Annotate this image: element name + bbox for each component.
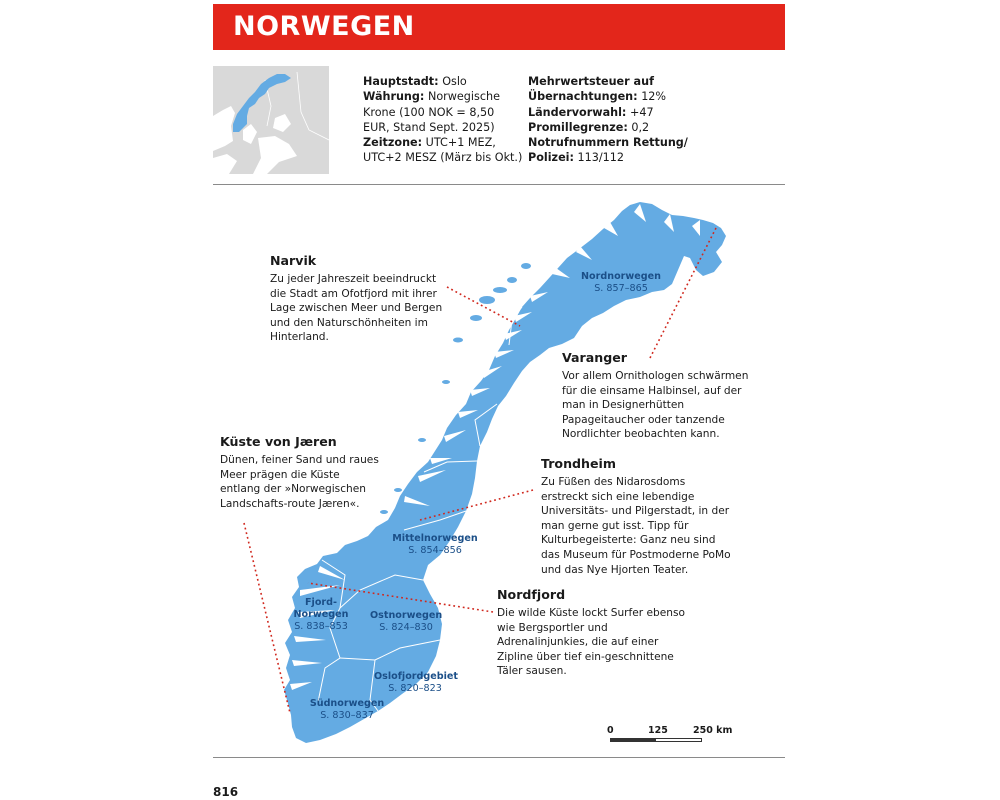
region-label-mittelnorwegen: Mittelnorwegen S. 854–856 — [392, 533, 478, 556]
callout-text: Zu jeder Jahreszeit beeindruckt die Stadt am Ofotfjord mit ihrer Lage zwischen Meer und Bergen und den Naturschönheiten im Hinterland. — [270, 273, 443, 344]
scale-bar — [607, 725, 733, 747]
callout-text: Dünen, feiner Sand und raues Meer prägen die Küste entlang der »Norwegischen Landschafts-route Jæren«. — [220, 454, 379, 510]
leader-narvik — [447, 287, 520, 326]
page-number: 816 — [213, 785, 239, 799]
region-label-nordnorwegen: Nordnorwegen S. 857–865 — [581, 271, 661, 294]
callout-text: Zu Füßen des Nidarosdoms erstreckt sich eine lebendige Universitäts- und Pilgerstadt, in der man gerne gut isst. Tipp für Kulturbegeisterte: Ganz neu sind das Museum für Postmoderne PoMo und das Nye Hjorten Teater. — [541, 476, 731, 576]
callout-title: Trondheim — [541, 456, 616, 471]
leader-jaeren — [244, 523, 290, 713]
callout-nordfjord — [497, 587, 687, 679]
callout-title: Varanger — [562, 350, 627, 365]
region-label-suednorwegen: Südnorwegen S. 830–837 — [309, 698, 385, 721]
region-label-fjordnorwegen: Fjord-Norwegen S. 838–853 — [293, 597, 349, 632]
fact-dialing-code: Ländervorwahl: +47 — [528, 105, 654, 119]
callout-jaeren — [220, 434, 380, 511]
callout-title: Nordfjord — [497, 587, 566, 602]
scale-tick-125: 125 — [648, 725, 668, 736]
callout-trondheim — [541, 456, 731, 577]
scale-tick-0: 0 — [607, 725, 614, 736]
callout-title: Küste von Jæren — [220, 434, 337, 449]
fact-currency: Währung: Norwegische Krone (100 NOK = 8,50 EUR, Stand Sept. 2025) — [363, 90, 500, 134]
fact-emergency-numbers: Notrufnummern Rettung/ Polizei: 113/112 — [528, 136, 688, 165]
callout-narvik — [270, 253, 446, 345]
fact-timezone: Zeitzone: UTC+1 MEZ, UTC+2 MESZ (März bis Okt.) — [363, 136, 523, 165]
scale-bar-fill — [610, 738, 656, 742]
divider-bottom — [213, 757, 785, 758]
callout-text: Vor allem Ornithologen schwärmen für die einsame Halbinsel, auf der man in Designerhütten Papageitaucher oder tanzende Nordlichter beobachten kann. — [562, 370, 749, 441]
page-title: NORWEGEN — [233, 11, 415, 42]
fact-vat: Mehrwertsteuer auf Übernachtungen: 12% — [528, 75, 667, 104]
fact-alcohol-limit: Promillegrenze: 0,2 — [528, 120, 650, 134]
callout-varanger — [562, 350, 758, 442]
region-label-oslofjordgebiet: Oslofjordgebiet S. 820–823 — [374, 671, 459, 694]
callout-text: Die wilde Küste lockt Surfer ebenso wie Bergsportler und Adrenalinjunkies, die auf einer Zipline über tief ein-geschnittene Täler sausen. — [497, 607, 685, 678]
scale-tick-250: 250 km — [693, 725, 733, 736]
fact-capital: Hauptstadt: Oslo — [363, 75, 467, 88]
callout-title: Narvik — [270, 253, 317, 268]
region-label-ostnorwegen: Ostnorwegen S. 824–830 — [370, 610, 443, 633]
